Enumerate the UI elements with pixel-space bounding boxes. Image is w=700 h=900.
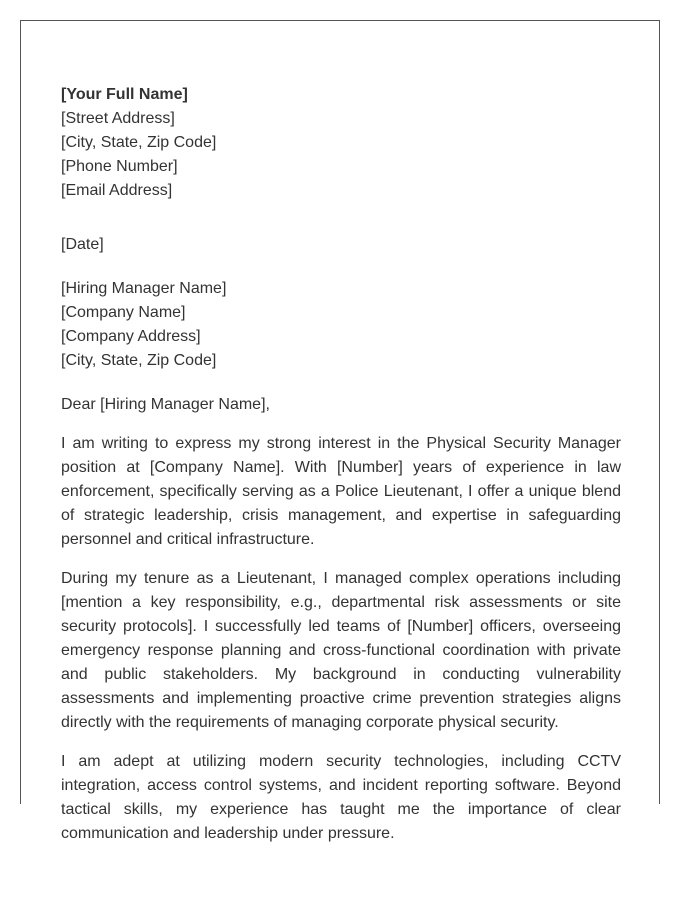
letter-date: [Date] [61,236,104,253]
spacer [61,373,621,393]
recipient-address: [Company Address] [61,328,201,345]
paragraph-experience: During my tenure as a Lieutenant, I managed complex operations including [mention a key responsibility, e.g., departmental risk assessments or site security protocols]. I successfully led teams of [Number] officers, overseeing emergency response planning and cross-functional coordination with private and public stakeholders. My background in conducting vulnerability assessments and implementing proactive crime prevention strategies aligns directly with the requirements of managing corporate physical security. [61,570,621,731]
sender-block [61,83,621,203]
recipient-company: [Company Name] [61,304,186,321]
paragraph-intro: I am writing to express my strong interest in the Physical Security Manager position at [Company Name]. With [Number] years of experience in law enforcement, specifically serving as a Police Lieutenant, I offer a unique blend of strategic leadership, crisis management, and expertise in safeguarding personnel and critical infrastructure. [61,435,621,548]
sender-street: [Street Address] [61,110,175,127]
document-page [20,20,660,842]
recipient-block [61,277,621,373]
recipient-city: [City, State, Zip Code] [61,352,217,369]
recipient-name: [Hiring Manager Name] [61,280,227,297]
spacer [61,257,621,277]
salutation: Dear [Hiring Manager Name], [61,396,270,413]
sender-city: [City, State, Zip Code] [61,134,217,151]
letter-body [61,83,621,861]
paragraph-skills: I am adept at utilizing modern security technologies, including CCTV integration, access control systems, and incident reporting software. Beyond tactical skills, my experience has taught me the importance of clear communication and leadership under pressure. [61,753,621,842]
sender-phone: [Phone Number] [61,158,178,175]
sender-email: [Email Address] [61,182,173,199]
sender-name: [Your Full Name] [61,86,188,103]
spacer [61,203,621,233]
